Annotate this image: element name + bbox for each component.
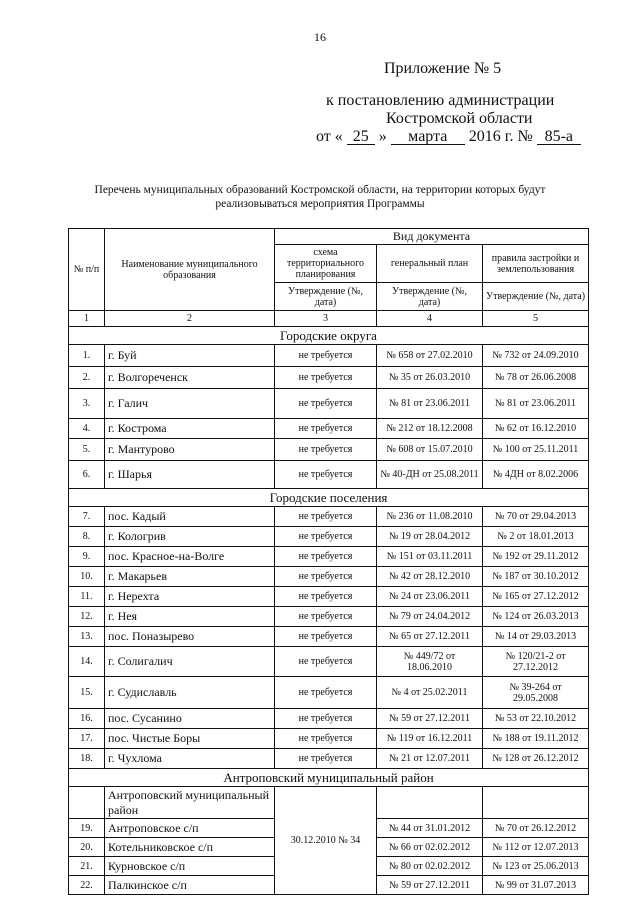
- genplan-approval: № 19 от 28.04.2012: [377, 527, 483, 547]
- row-number-empty: [69, 787, 105, 819]
- municipality-name: г. Шарья: [105, 461, 275, 489]
- row-number: 4.: [69, 419, 105, 439]
- district-head-row: [69, 787, 589, 819]
- municipality-name: пос. Сусанино: [105, 709, 275, 729]
- rules-approval: № 4ДН от 8.02.2006: [483, 461, 589, 489]
- row-number: 18.: [69, 749, 105, 769]
- table-row: [69, 627, 589, 647]
- genplan-approval: № 449/72 от 18.06.2010: [377, 647, 483, 677]
- table-row: [69, 587, 589, 607]
- rules-approval: № 124 от 26.03.2013: [483, 607, 589, 627]
- rules-approval: № 62 от 16.12.2010: [483, 419, 589, 439]
- page-number: 16: [314, 30, 326, 44]
- municipality-name: пос. Чистые Боры: [105, 729, 275, 749]
- document-title: Перечень муниципальных образований Костромской области, на территории которых будут реализовываться мероприятия Программы: [94, 184, 546, 210]
- rules-approval: № 128 от 26.12.2012: [483, 749, 589, 769]
- rules-approval: № 39-264 от 29.05.2008: [483, 677, 589, 709]
- header-num: № п/п: [69, 229, 105, 311]
- rules-approval: № 187 от 30.10.2012: [483, 567, 589, 587]
- scheme-approval: не требуется: [275, 709, 377, 729]
- rules-approval: № 732 от 24.09.2010: [483, 345, 589, 367]
- date-month: марта: [391, 129, 465, 145]
- row-number: 3.: [69, 389, 105, 419]
- row-number: 20.: [69, 838, 105, 857]
- municipality-name: г. Мантурово: [105, 439, 275, 461]
- decree-number: 85-а: [537, 129, 581, 145]
- municipality-name: пос. Поназырево: [105, 627, 275, 647]
- row-number: 22.: [69, 876, 105, 895]
- municipalities-table: [68, 228, 589, 895]
- header-line-2: Костромской области: [386, 110, 533, 127]
- genplan-approval: № 79 от 24.04.2012: [377, 607, 483, 627]
- section-row: [69, 769, 589, 787]
- scheme-approval: не требуется: [275, 627, 377, 647]
- municipality-name: Курновское с/п: [105, 857, 275, 876]
- genplan-approval: № 151 от 03.11.2011: [377, 547, 483, 567]
- column-index: 3: [275, 311, 377, 327]
- column-index: 2: [105, 311, 275, 327]
- row-number: 2.: [69, 367, 105, 389]
- column-index: 1: [69, 311, 105, 327]
- municipality-name: г. Макарьев: [105, 567, 275, 587]
- section-title: Антроповский муниципальный район: [69, 769, 589, 787]
- scheme-approval: не требуется: [275, 419, 377, 439]
- genplan-approval: № 236 от 11.08.2010: [377, 507, 483, 527]
- genplan-approval: № 21 от 12.07.2011: [377, 749, 483, 769]
- municipality-name: г. Судиславль: [105, 677, 275, 709]
- scheme-approval: не требуется: [275, 507, 377, 527]
- empty-cell: [483, 787, 589, 819]
- row-number: 11.: [69, 587, 105, 607]
- rules-approval: № 70 от 29.04.2013: [483, 507, 589, 527]
- rules-approval: № 2 от 18.01.2013: [483, 527, 589, 547]
- genplan-approval: № 44 от 31.01.2012: [377, 819, 483, 838]
- municipality-name: пос. Красное-на-Волге: [105, 547, 275, 567]
- row-number: 7.: [69, 507, 105, 527]
- scheme-approval: не требуется: [275, 607, 377, 627]
- column-index: 5: [483, 311, 589, 327]
- genplan-approval: № 212 от 18.12.2008: [377, 419, 483, 439]
- row-number: 17.: [69, 729, 105, 749]
- row-number: 12.: [69, 607, 105, 627]
- scheme-approval: не требуется: [275, 587, 377, 607]
- section-row: [69, 489, 589, 507]
- table-row: [69, 507, 589, 527]
- table-row: [69, 709, 589, 729]
- genplan-approval: № 35 от 26.03.2010: [377, 367, 483, 389]
- scheme-approval: не требуется: [275, 367, 377, 389]
- header-approval: Утверждение (№, дата): [483, 283, 589, 311]
- genplan-approval: № 40-ДН от 25.08.2011: [377, 461, 483, 489]
- genplan-approval: № 66 от 02.02.2012: [377, 838, 483, 857]
- rules-approval: № 123 от 25.06.2013: [483, 857, 589, 876]
- genplan-approval: № 4 от 25.02.2011: [377, 677, 483, 709]
- table-row: [69, 419, 589, 439]
- genplan-approval: № 608 от 15.07.2010: [377, 439, 483, 461]
- date-year: 2016 г. №: [468, 128, 533, 145]
- rules-approval: № 165 от 27.12.2012: [483, 587, 589, 607]
- municipality-name: Антроповское с/п: [105, 819, 275, 838]
- genplan-approval: № 42 от 28.12.2010: [377, 567, 483, 587]
- table-row: [69, 729, 589, 749]
- scheme-approval: не требуется: [275, 647, 377, 677]
- table-row: [69, 677, 589, 709]
- column-index: 4: [377, 311, 483, 327]
- appendix-title: Приложение № 5: [384, 60, 502, 77]
- row-number: 1.: [69, 345, 105, 367]
- scheme-approval: не требуется: [275, 389, 377, 419]
- scheme-approval: не требуется: [275, 749, 377, 769]
- rules-approval: № 192 от 29.11.2012: [483, 547, 589, 567]
- row-number: 5.: [69, 439, 105, 461]
- municipality-name: Палкинское с/п: [105, 876, 275, 895]
- header-line-1: к постановлению администрации: [326, 92, 555, 109]
- date-mid: »: [378, 128, 387, 145]
- header-name: Наименование муниципального образования: [105, 229, 275, 311]
- table-row: [69, 527, 589, 547]
- section-title: Городские поселения: [69, 489, 589, 507]
- scheme-approval: не требуется: [275, 567, 377, 587]
- header-doc-type: Вид документа: [275, 229, 589, 245]
- date-day: 25: [347, 129, 375, 145]
- row-number: 8.: [69, 527, 105, 547]
- genplan-approval: № 81 от 23.06.2011: [377, 389, 483, 419]
- genplan-approval: № 59 от 27.12.2011: [377, 709, 483, 729]
- municipality-name: г. Чухлома: [105, 749, 275, 769]
- rules-approval: № 70 от 26.12.2012: [483, 819, 589, 838]
- rules-approval: № 78 от 26.06.2008: [483, 367, 589, 389]
- table-row: [69, 607, 589, 627]
- table-row: [69, 367, 589, 389]
- row-number: 13.: [69, 627, 105, 647]
- row-number: 16.: [69, 709, 105, 729]
- scheme-approval: не требуется: [275, 547, 377, 567]
- table-row: [69, 461, 589, 489]
- scheme-approval: не требуется: [275, 461, 377, 489]
- table-row: [69, 567, 589, 587]
- rules-approval: № 14 от 29.03.2013: [483, 627, 589, 647]
- table-row: [69, 389, 589, 419]
- date-prefix: от «: [316, 128, 343, 145]
- header-approval: Утверждение (№, дата): [275, 283, 377, 311]
- municipality-name: г. Кологрив: [105, 527, 275, 547]
- empty-cell: [377, 787, 483, 819]
- section-row: [69, 327, 589, 345]
- rules-approval: № 81 от 23.06.2011: [483, 389, 589, 419]
- scheme-approval: не требуется: [275, 439, 377, 461]
- header-genplan: генеральный план: [377, 245, 483, 283]
- rules-approval: № 53 от 22.10.2012: [483, 709, 589, 729]
- municipality-name: г. Нерехта: [105, 587, 275, 607]
- municipality-name: г. Кострома: [105, 419, 275, 439]
- municipality-name: г. Нея: [105, 607, 275, 627]
- row-number: 10.: [69, 567, 105, 587]
- rules-approval: № 188 от 19.11.2012: [483, 729, 589, 749]
- row-number: 15.: [69, 677, 105, 709]
- row-number: 19.: [69, 819, 105, 838]
- table-row: [69, 439, 589, 461]
- rules-approval: № 112 от 12.07.2013: [483, 838, 589, 857]
- district-name: Антроповский муниципальный район: [105, 787, 275, 819]
- header-rules: правила застройки и землепользования: [483, 245, 589, 283]
- row-number: 6.: [69, 461, 105, 489]
- municipality-name: г. Галич: [105, 389, 275, 419]
- rules-approval: № 99 от 31.07.2013: [483, 876, 589, 895]
- table-row: [69, 345, 589, 367]
- genplan-approval: № 80 от 02.02.2012: [377, 857, 483, 876]
- genplan-approval: № 65 от 27.12.2011: [377, 627, 483, 647]
- rules-approval: № 120/21-2 от 27.12.2012: [483, 647, 589, 677]
- scheme-approval: не требуется: [275, 677, 377, 709]
- section-title: Городские округа: [69, 327, 589, 345]
- genplan-approval: № 119 от 16.12.2011: [377, 729, 483, 749]
- municipality-name: г. Буй: [105, 345, 275, 367]
- municipality-name: г. Солигалич: [105, 647, 275, 677]
- row-number: 9.: [69, 547, 105, 567]
- scheme-approval: не требуется: [275, 729, 377, 749]
- municipality-name: г. Волгореченск: [105, 367, 275, 389]
- genplan-approval: № 59 от 27.12.2011: [377, 876, 483, 895]
- rules-approval: № 100 от 25.11.2011: [483, 439, 589, 461]
- table-row: [69, 749, 589, 769]
- municipality-name: пос. Кадый: [105, 507, 275, 527]
- header-scheme: схема территориального планирования: [275, 245, 377, 283]
- row-number: 14.: [69, 647, 105, 677]
- genplan-approval: № 658 от 27.02.2010: [377, 345, 483, 367]
- header-date-line: [316, 128, 640, 146]
- header-approval: Утверждение (№, дата): [377, 283, 483, 311]
- row-number: 21.: [69, 857, 105, 876]
- table-row: [69, 547, 589, 567]
- scheme-approval: не требуется: [275, 527, 377, 547]
- district-scheme-approval: 30.12.2010 № 34: [275, 787, 377, 895]
- scheme-approval: не требуется: [275, 345, 377, 367]
- genplan-approval: № 24 от 23.06.2011: [377, 587, 483, 607]
- table-body: [69, 327, 589, 895]
- table-row: [69, 647, 589, 677]
- municipality-name: Котельниковское с/п: [105, 838, 275, 857]
